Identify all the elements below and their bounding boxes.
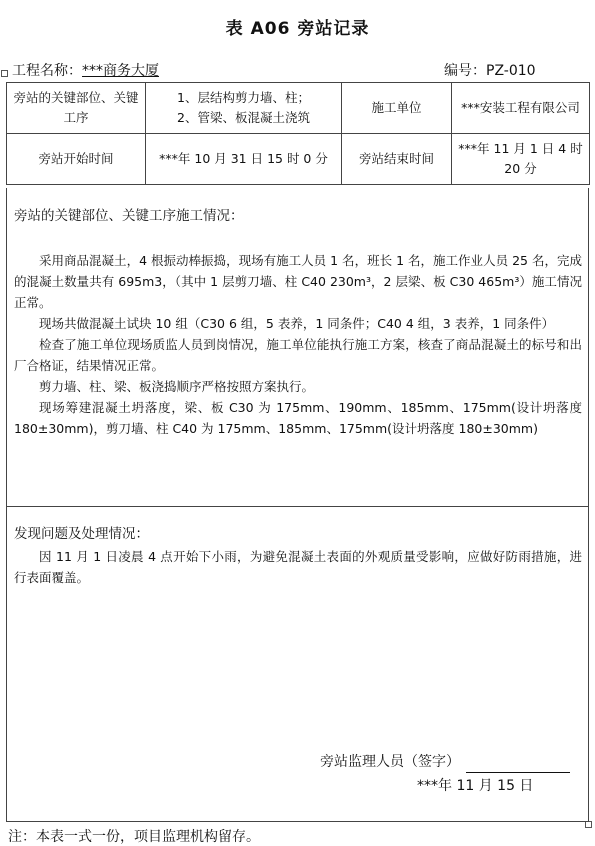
issues-paragraph: 因 11 月 1 日凌晨 4 点开始下小雨，为避免混凝土表面的外观质量受影响，应做好防雨措施，进行表面覆盖。 [14, 549, 582, 585]
record-table [6, 82, 590, 185]
footnote: 注：本表一式一份，项目监理机构留存。 [8, 829, 260, 845]
start-time-label: 旁站开始时间 [7, 134, 146, 185]
end-time-label: 旁站结束时间 [342, 134, 452, 185]
construction-paragraph: 现场共做混凝土试块 10 组（C30 6 组，5 表养，1 同条件；C40 4 组，3 表养，1 同条件） [39, 316, 555, 331]
issues-section [6, 506, 589, 822]
signature-date: ***年 11 月 15 日 [417, 778, 534, 794]
end-time-value: ***年 11 月 1 日 4 时 20 分 [452, 134, 590, 185]
construction-paragraph: 采用商品混凝土，4 根振动棒振捣，现场有施工人员 1 名，班长 1 名，施工作业人员 25 名，完成的混凝土数量共有 695m3，（其中 1 层剪刀墙、柱 C40 230m³，2 层梁、板 C30 465m³）施工情况正常。 [14, 253, 582, 310]
signature-field[interactable] [466, 758, 570, 773]
key-part-label: 旁站的关键部位、关键工序 [7, 83, 146, 134]
signature-line [320, 752, 570, 773]
unit-value: ***安装工程有限公司 [452, 83, 590, 134]
header-meta [12, 60, 582, 82]
table-corner-mark [585, 821, 592, 828]
unit-label: 施工单位 [342, 83, 452, 134]
construction-section [6, 188, 589, 507]
construction-body [14, 250, 582, 439]
start-time-value: ***年 10 月 31 日 15 时 0 分 [146, 134, 342, 185]
document-title: 表 A06 旁站记录 [225, 19, 370, 39]
key-part-line: 2、管梁、板混凝土浇筑 [177, 110, 310, 125]
project-name [12, 60, 159, 80]
signer-label: 旁站监理人员（签字） [320, 754, 460, 770]
table-row [7, 83, 590, 134]
construction-paragraph: 现场筹建混凝土坍落度，梁、板 C30 为 175mm、190mm、185mm、175mm(设计坍落度 180±30mm)，剪刀墙、柱 C40 为 175mm、185mm、175mm(设计坍落度 180±30mm) [14, 400, 582, 436]
issues-body [14, 546, 582, 588]
project-value: ***商务大厦 [82, 63, 159, 79]
construction-paragraph: 剪力墙、柱、梁、板浇捣顺序严格按照方案执行。 [39, 379, 315, 394]
table-corner-mark [1, 70, 8, 77]
issues-heading: 发现问题及处理情况： [14, 526, 149, 542]
record-code [444, 60, 536, 80]
project-label: 工程名称： [12, 63, 82, 79]
key-part-value [146, 83, 342, 134]
construction-paragraph: 检查了施工单位现场质监人员到岗情况，施工单位能执行施工方案，核查了商品混凝土的标号和出厂合格证，结果情况正常。 [14, 337, 582, 373]
key-part-line: 1、层结构剪力墙、柱； [177, 90, 310, 105]
table-row [7, 134, 590, 185]
construction-heading: 旁站的关键部位、关键工序施工情况： [14, 208, 244, 224]
code-value: PZ-010 [486, 63, 536, 79]
code-label: 编号： [444, 63, 486, 79]
